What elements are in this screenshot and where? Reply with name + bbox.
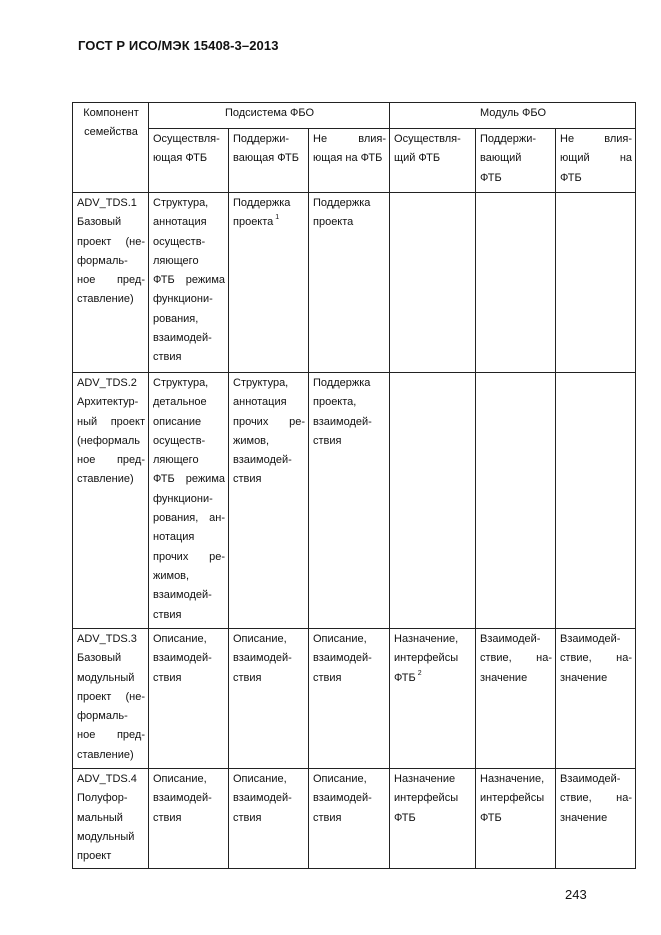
footnote-mark: 2 [417, 669, 422, 677]
data-cell: Взаимодей- ствие, на- значение [556, 769, 636, 869]
cell-line: прочих ре- [153, 550, 225, 563]
page-number: 243 [565, 887, 587, 902]
component-line: ное пред- [77, 274, 145, 287]
document-title: ГОСТ Р ИСО/МЭК 15408-3–2013 [78, 38, 279, 53]
data-cell: Структура, аннотация осуществ- ляющего ФТБ режима функциони- рования, взаимодей- ствия [149, 193, 229, 373]
component-line: проект (не- [77, 690, 145, 703]
header-tsf-module: Модуль ФБО [390, 103, 636, 129]
data-cell: Структура, аннотация прочих ре- жимов, взаимодей- ствия [229, 373, 309, 629]
component-line: ное пред- [77, 729, 145, 742]
table-row [73, 629, 636, 769]
data-cell: Взаимодей- ствие, на- значение [476, 629, 556, 769]
header-sub-3-line-1: Не влия- [313, 133, 387, 145]
table-row [73, 373, 636, 629]
data-cell [556, 373, 636, 629]
header-sub-3: Не влия- ющая на ФТБ [309, 129, 390, 193]
data-cell: Поддержка проекта, взаимодей- ствия [309, 373, 390, 629]
cell-line: ствие, на- [560, 652, 633, 665]
data-cell: Поддержка проекта [309, 193, 390, 373]
component-cell: ADV_TDS.4 Полуфор- мальный модульный проект [73, 769, 149, 869]
header-sub-6-line-2: ющий на [560, 152, 633, 165]
component-line: ный проект [77, 415, 145, 428]
table-row [73, 769, 636, 869]
cell-line: ФТБ режима [153, 274, 225, 287]
component-line: проект (не- [77, 235, 145, 248]
cell-line: ФТБ режима [153, 473, 225, 486]
data-cell [556, 193, 636, 373]
component-cell: ADV_TDS.3 Базовый модульный проект (не- формаль- ное пред- ставление) [73, 629, 149, 769]
footnote-mark: 1 [275, 214, 280, 222]
header-row-1 [73, 103, 636, 129]
data-cell: Назначение интерфейсы ФТБ [390, 769, 476, 869]
header-row-2 [73, 129, 636, 193]
cell-line: рования, ан- [153, 512, 225, 525]
data-cell [476, 373, 556, 629]
data-cell: Описание, взаимодей- ствия [229, 629, 309, 769]
data-cell: Описание, взаимодей- ствия [309, 769, 390, 869]
data-cell [390, 373, 476, 629]
cell-line: прочих ре- [233, 415, 305, 428]
data-cell: Назначение, интерфейсы ФТБ [476, 769, 556, 869]
header-sub-6-line-1: Не влия- [560, 133, 633, 145]
data-cell: Взаимодей- ствие, на- значение [556, 629, 636, 769]
data-cell: Назначение, интерфейсы ФТБ $^2$ [390, 629, 476, 769]
data-cell [476, 193, 556, 373]
component-cell: ADV_TDS.1 Базовый проект (не- формаль- ное пред- ставление) [73, 193, 149, 373]
data-cell: Описание, взаимодей- ствия [149, 629, 229, 769]
cell-line: ствие, на- [560, 792, 633, 805]
header-sub-4: Осуществля- щий ФТБ [390, 129, 476, 193]
header-tsf-subsystem: Подсистема ФБО [149, 103, 390, 129]
data-cell: Описание, взаимодей- ствия [309, 629, 390, 769]
cell-line: ствие, на- [480, 652, 553, 665]
component-line: ное пред- [77, 454, 145, 467]
data-cell: Структура, детальное описание осуществ- ляющего ФТБ режима функциони- рования, ан- нотация прочих ре- жимов, взаимодей- ствия [149, 373, 229, 629]
data-cell: Описание, взаимодей- ствия [229, 769, 309, 869]
component-cell: ADV_TDS.2 Архитектур- ный проект (неформаль ное пред- ставление) [73, 373, 149, 629]
header-component: Компонент семейства [73, 103, 149, 193]
data-cell: Описание, взаимодей- ствия [149, 769, 229, 869]
comparison-table [72, 102, 636, 869]
header-sub-2: Поддержи- вающая ФТБ [229, 129, 309, 193]
header-sub-6: Не влия- ющий на ФТБ [556, 129, 636, 193]
data-cell [390, 193, 476, 373]
table-row [73, 193, 636, 373]
header-sub-5: Поддержи- вающий ФТБ [476, 129, 556, 193]
data-cell: Поддержка проекта $^1$ [229, 193, 309, 373]
header-sub-1: Осуществля- ющая ФТБ [149, 129, 229, 193]
